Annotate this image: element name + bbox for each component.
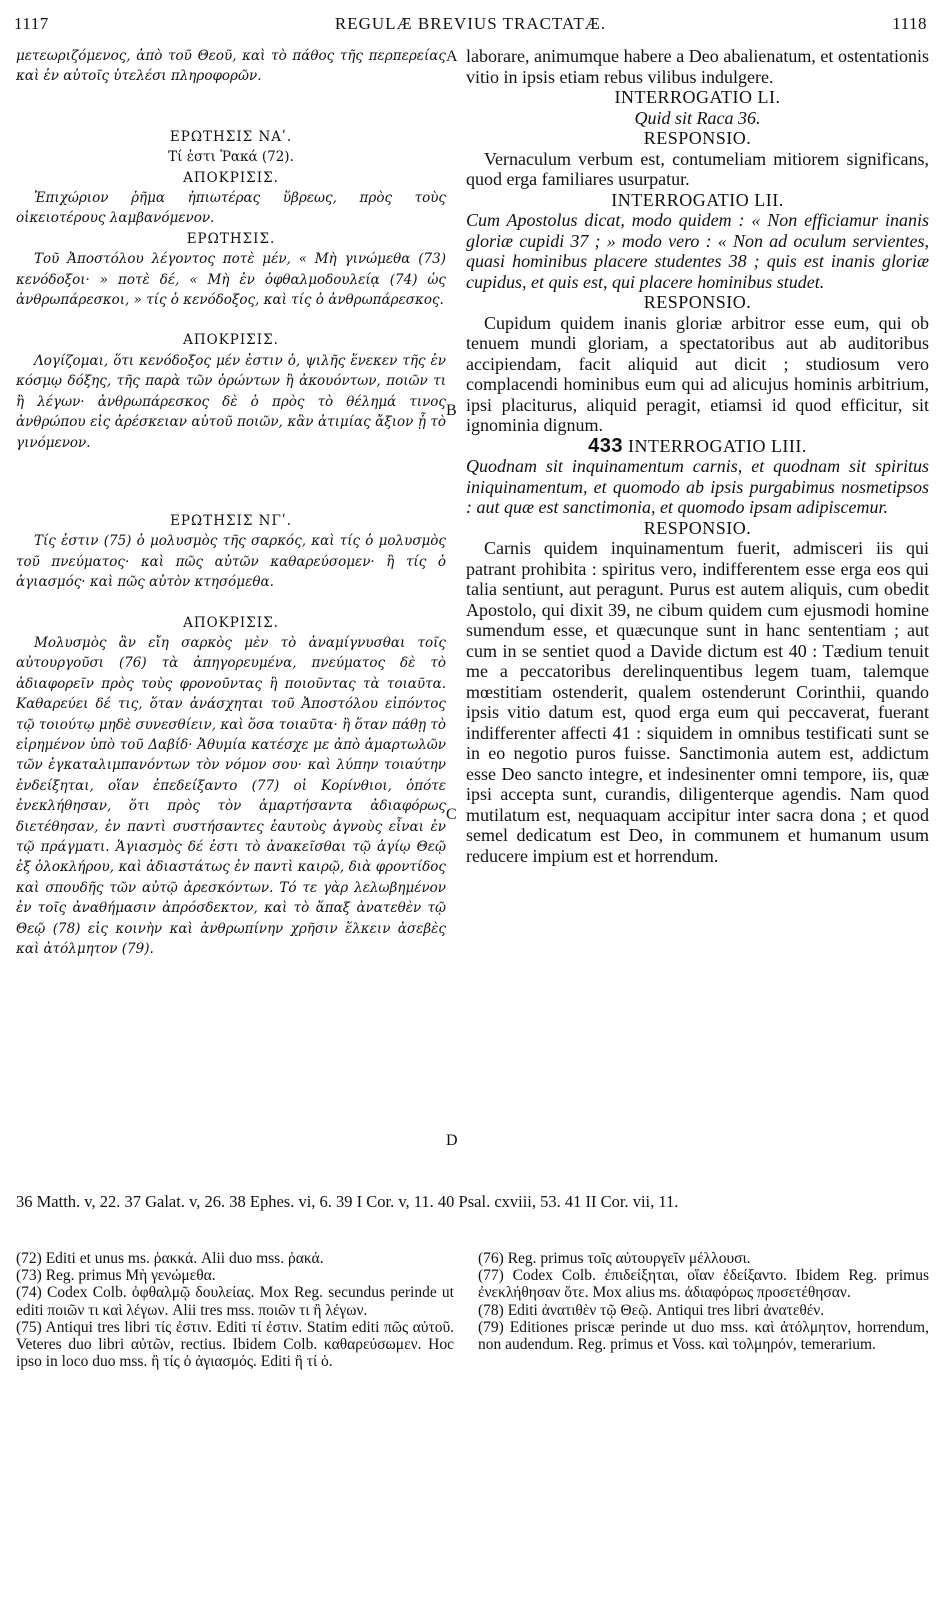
latin-answer-51-heading: RESPONSIO. [643, 128, 752, 148]
latin-question-53-heading: INTERROGATIO LIII. [627, 435, 807, 456]
latin-answer-53-text: Carnis quidem inquinamentum fuerit, admisceri iis qui patrant prohibita : spiritus vero, indifferentem esse erga eos qui talia sentiunt, aut peragunt. Purus est autem aliquis, cum obedit Apostolo, qui dixit 39, ne cibum quidem cum ejusmodi homine sumendum esse, et quæcunque sunt in hanc sententiam ; aut cum in se sentiet quod a Davide dictum est 40 : Tædium tenuit me a peccatoribus derelinquentibus legem tuam, talemque mœstitiam ostenderit, qualem ostenderunt Corinthii, quando ipsis vitio datum est, quod erga eum qui peccaverat, fuerant indifferenter affecti 41 : siquidem in omnibus testificati sunt se in eo negotio puros fuisse. Sanctimonia autem est, addictum esse Deo sancto integre, et indesinenter omni tempore, iis, quæ ipsi accepta sunt, curandis, diligenterque agendis. Nam quod mutilatum est, nequaquam accipitur inter sacra dona ; et quod semel dedicatum est Deo, in communem et humanum usum reducere impium est et horrendum. [466, 538, 929, 866]
margin-letter-a: A [446, 48, 458, 65]
page-number-left: 1117 [14, 14, 49, 33]
latin-question-52-heading: INTERROGATIO LII. [611, 189, 784, 210]
note-77: (77) Codex Colb. ἐπιδείξηται, οἵαν ἐδείξαντο. Ibidem Reg. primus ἐνεκλήθησαν ὅτε. Mox alius ms. ἀδιαφόρως προσετέθησαν. [478, 1267, 929, 1302]
greek-answer-52-text: Λογίζομαι, ὅτι κενόδοξος μέν ἐστιν ὁ, ψιλῆς ἕνεκεν τῆς ἐν κόσμῳ δόξης, τῆς παρὰ τῶν ὁρώντων ἢ ἀκουόντων, ποιῶν τι ἢ λέγων· ἀνθρωπάρεσκος δὲ ὁ πρὸς τὸ θέλημά τινος ἀνθρώπου εἰς ἀρέσκειαν αὐτοῦ ποιῶν, κἂν ἀτιμίας ἄξιον ᾖ τὸ γινόμενον. [16, 352, 446, 451]
running-header [14, 14, 927, 36]
greek-answer-53-heading: ΑΠΟΚΡΙΣΙΣ. [183, 614, 279, 631]
latin-column [466, 46, 929, 866]
greek-intro: μετεωριζόμενος, ἀπὸ τοῦ Θεοῦ, καὶ τὸ πάθος τῆς περπερείας καὶ ἐν αὐτοῖς ὑτελέσι πληροφορῶν. [16, 48, 446, 85]
column-number: 433 [588, 434, 623, 457]
latin-question-51-heading: INTERROGATIO LI. [614, 87, 781, 107]
latin-question-51-text: Quid sit Raca 36. [634, 107, 761, 128]
scripture-references: 36 Matth. v, 22. 37 Galat. v, 26. 38 Ephes. vi, 6. 39 I Cor. v, 11. 40 Psal. cxviii, 53. 41 II Cor. vii, 11. [16, 1192, 679, 1211]
note-79: (79) Editiones priscæ perinde ut duo mss. καὶ ἀτόλμητον, horrendum, non audendum. Reg. primus et Voss. καὶ τολμηρόν, temerarium. [478, 1318, 929, 1354]
latin-intro: laborare, animumque habere a Deo abalienatum, et ostentationis vitio in ipsis etiam rebus vilibus indulgere. [466, 46, 929, 87]
greek-column [16, 46, 446, 959]
greek-question-51-heading: ΕΡΩΤΗΣΙΣ ΝΑʹ. [169, 128, 293, 145]
greek-answer-51-heading: ΑΠΟΚΡΙΣΙΣ. [183, 169, 279, 186]
margin-letter-d: D [446, 1132, 458, 1149]
greek-question-52-heading: ΕΡΩΤΗΣΙΣ. [186, 230, 276, 247]
latin-question-52-text: Cum Apostolus dicat, modo quidem : « Non efficiamur inanis gloriæ cupidi 37 ; » modo vero : « Non ad oculum servientes, quasi hominibus placere studentes 38 ; quis est inanis gloriæ cupidus, et quis est, qui placere hominibus studet. [466, 210, 929, 292]
greek-answer-51-text: Ἐπιχώριον ῥῆμα ἠπιωτέρας ὕβρεως, πρὸς τοὺς οἰκειοτέρους λαμβανόμενον. [16, 190, 446, 227]
note-76: (76) Reg. primus τοῖς αὐτουργεῖν μέλλουσι. [478, 1250, 751, 1267]
latin-answer-52-heading: RESPONSIO. [643, 292, 752, 312]
note-72: (72) Editi et unus ms. ῥακκά. Alii duo mss. ῥακά. [16, 1250, 324, 1267]
notes-left [16, 1250, 454, 1370]
latin-question-53-text: Quodnam sit inquinamentum carnis, et quodnam sit spiritus iniquinamentum, et quomodo ab ipsis purgabimus nosmetipsos : aut quæ est sanctimonia, et quomodo ipsam adipiscemur. [466, 456, 929, 517]
latin-question-53-heading-line [466, 436, 929, 457]
page-number-right: 1118 [892, 14, 927, 33]
greek-question-53-heading: ΕΡΩΤΗΣΙΣ ΝΓʹ. [170, 512, 292, 529]
note-73: (73) Reg. primus Μὴ γενώμεθα. [16, 1267, 216, 1285]
note-75: (75) Antiqui tres libri τίς ἐστιν. Editi τί ἐστιν. Statim editi πῶς αὐτοῦ. Veteres duo libri αὐτῶν, rectius. Ibidem Colb. καθαρεύσωμεν. Hoc ipso in loco duo mss. ἢ τίς ὁ ἁγιασμός. Editi ἢ τί ὁ. [16, 1318, 454, 1371]
greek-answer-52-heading: ΑΠΟΚΡΙΣΙΣ. [183, 332, 279, 349]
margin-letter-b: B [446, 402, 457, 419]
latin-answer-51-text: Vernaculum verbum est, contumeliam mitiorem significans, quod erga familiares usurpatur. [466, 148, 929, 189]
greek-question-51-text: Τί ἐστι Ῥακά (72). [168, 149, 294, 166]
latin-answer-52-text: Cupidum quidem inanis gloriæ arbitror esse eum, qui ob tenuem mundi gloriam, a spectatoribus aut ab auditoribus accipiendam, facit aliquid aut dicit ; studiosum vero complacendi hominibus eum qui ad alicujus hominis arbitrium, ipsi placiturus, aliquid peragit, etiamsi id quod efficitur, sit ignominia dignum. [466, 312, 929, 435]
note-78: (78) Editi ἀνατιθὲν τῷ Θεῷ. Antiqui tres libri ἀνατεθέν. [478, 1301, 825, 1319]
margin-letter-c: C [446, 806, 457, 823]
running-title: REGULÆ BREVIUS TRACTATÆ. [334, 14, 607, 33]
note-74: (74) Codex Colb. ὀφθαλμῷ δουλείας. Mox Reg. secundus perinde ut editi ποιῶν τι καὶ λέγων. Alii tres mss. ποιῶν τι ἢ λέγων. [16, 1284, 454, 1319]
latin-answer-53-heading: RESPONSIO. [643, 517, 752, 538]
greek-question-53-text: Τίς ἐστιν (75) ὁ μολυσμὸς τῆς σαρκός, καὶ τίς ὁ μολυσμὸς τοῦ πνεύματος· καὶ πῶς αὐτῶν καθαρεύσομεν· ἢ τίς ὁ ἁγιασμός· καὶ πῶς αὐτὸν κτησόμεθα. [16, 533, 446, 591]
greek-answer-53-text: Μολυσμὸς ἂν εἴη σαρκὸς μὲν τὸ ἀναμίγνυσθαι τοῖς αὐτουργοῦσι (76) τὰ ἀπηγορευμένα, πνεύματος δὲ τὸ ἀδιαφορεῖν πρὸς τοὺς φρονοῦντας ἢ ποιοῦντας τὰ τοιαῦτα. Καθαρεύει δέ τις, ὅταν ἀνάσχηται τοῦ Ἀποστόλου εἰπόντος τῷ τοιούτῳ μηδὲ συνεσθίειν, καὶ ὅσα τοιαῦτα· ἢ ὅταν πάθῃ τὸ εἰρημένον ὑπὸ τοῦ Δαβίδ· Ἀθυμία κατέσχε με ἀπὸ ἁμαρτωλῶν τῶν ἐγκαταλιμπανόντων τὸν νόμον σου· καὶ λύπην τοιαύτην ἐνδείξηται, οἵαν ἐπεδείξαντο (77) οἱ Κορίνθιοι, ὁπότε ἐνεκλήθησαν, ὅτι πρὸς τὸν ἁμαρτήσαντα ἀδιαφόρως διετέθησαν, ἐν παντὶ συστήσαντες ἑαυτοὺς ἁγνοὺς εἶναι ἐν τῷ πράγματι. Ἁγιασμὸς δέ ἐστι τὸ ἀνακεῖσθαι τῷ ἁγίῳ Θεῷ ἐξ ὁλοκλήρου, καὶ ἀδιαστάτως ἐν παντὶ καιρῷ, διὰ φροντίδος καὶ σπουδῆς τῶν αὐτῷ ἀρεσκόντων. Τό τε γὰρ λελωβημένον ἐν τοῖς ἀναθήμασιν ἀπρόσδεκτον, καὶ τὸ ἅπαξ ἀνατεθὲν τῷ Θεῷ (78) εἰς κοινὴν καὶ ἀνθρωπίνην χρῆσιν ἕλκειν ἀσεβὲς καὶ ἀτόλμητον (79). [16, 634, 446, 958]
notes-right [478, 1250, 929, 1353]
greek-question-52-text: Τοῦ Ἀποστόλου λέγοντος ποτὲ μέν, « Μὴ γινώμεθα (73) κενόδοξοι· » ποτὲ δέ, « Μὴ ἐν ὀφθαλμοδουλείᾳ (74) ὡς ἀνθρωπάρεσκοι, » τίς ὁ κενόδοξος, καὶ τίς ὁ ἀνθρωπάρεσκος. [16, 251, 446, 309]
